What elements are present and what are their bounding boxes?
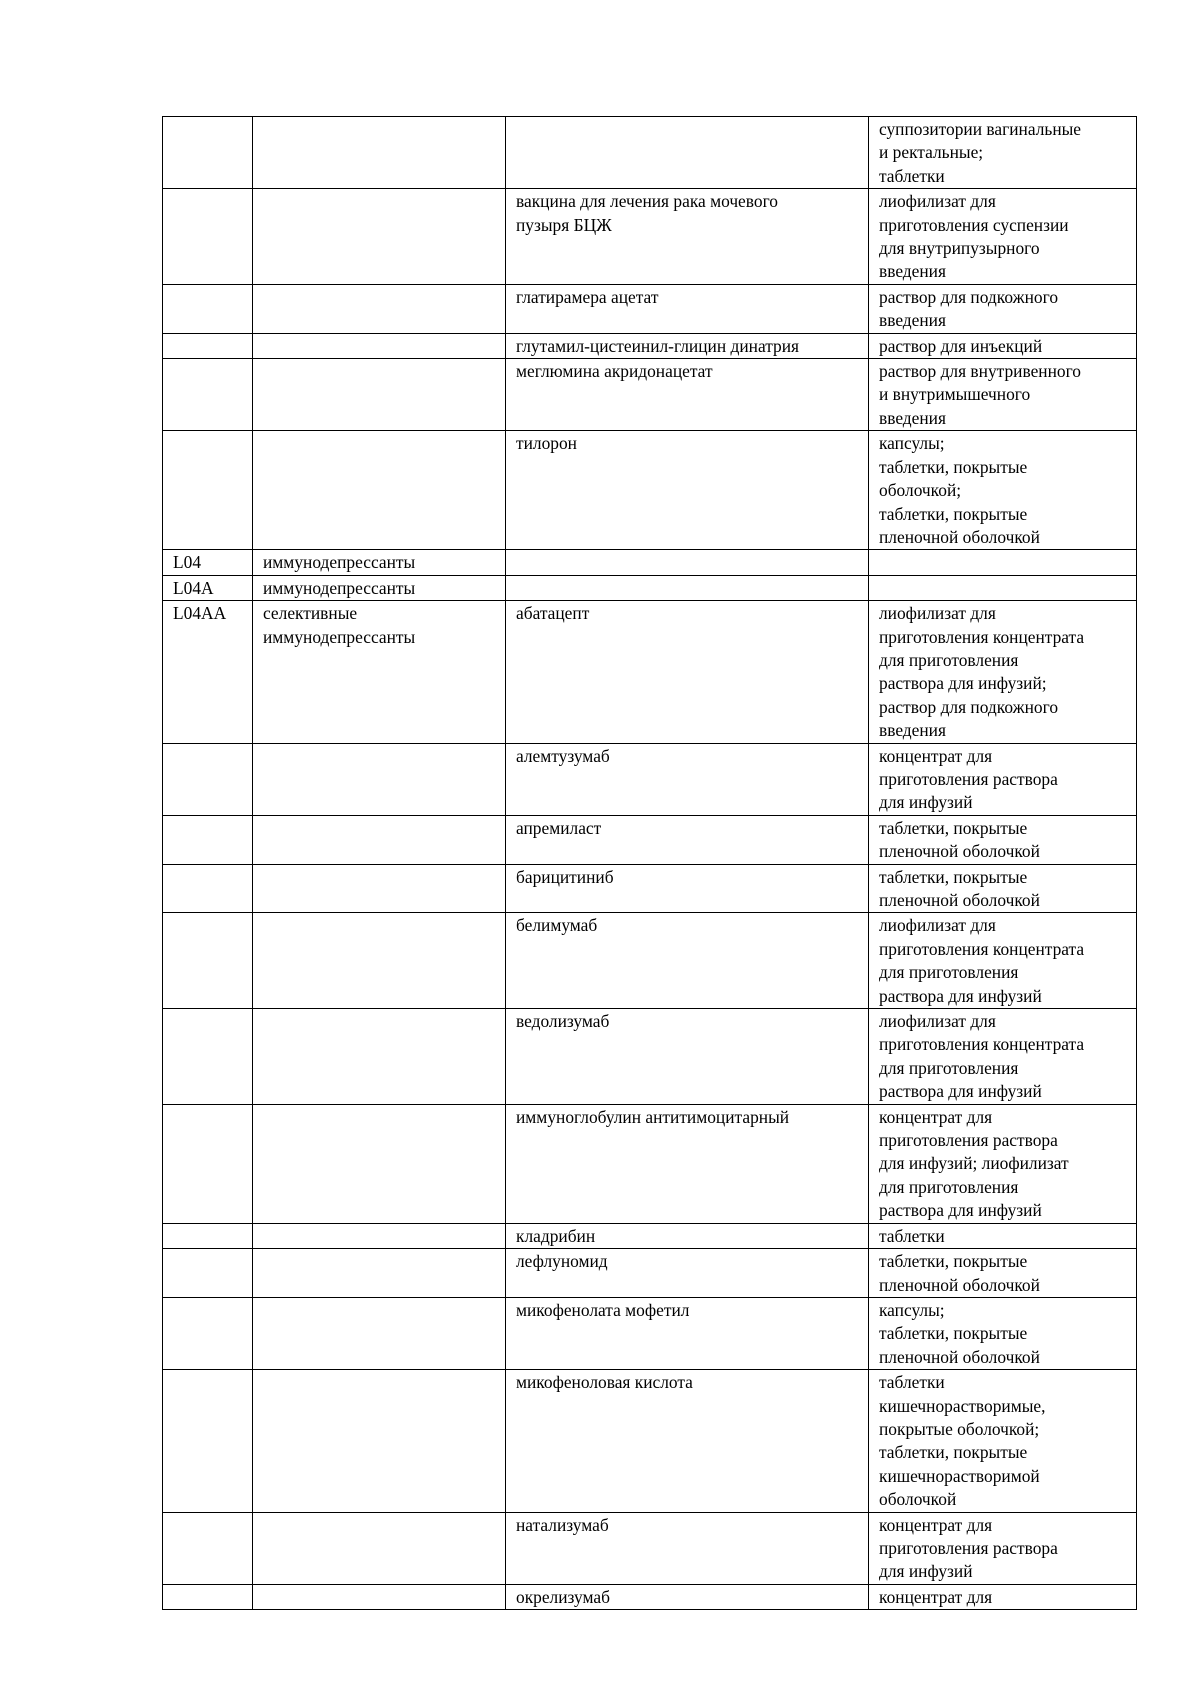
table-row xyxy=(163,189,1137,285)
atc-code-cell xyxy=(163,1009,253,1105)
drug-name-cell: натализумаб xyxy=(506,1512,869,1584)
atc-code-cell xyxy=(163,117,253,189)
drug-name-cell: вакцина для лечения рака мочевого пузыря БЦЖ xyxy=(506,189,869,285)
atc-code-cell xyxy=(163,431,253,550)
table-row xyxy=(163,1223,1137,1248)
dosage-form-cell: раствор для инъекций xyxy=(869,333,1137,358)
atc-code-cell xyxy=(163,815,253,864)
group-name-cell xyxy=(253,284,506,333)
drug-name-cell: ведолизумаб xyxy=(506,1009,869,1105)
table-row xyxy=(163,1104,1137,1223)
group-name-cell xyxy=(253,117,506,189)
table-row xyxy=(163,1297,1137,1369)
group-name-cell xyxy=(253,1223,506,1248)
dosage-form-cell: таблетки кишечнорастворимые, покрытые оболочкой; таблетки, покрытые кишечнорастворимой оболочкой xyxy=(869,1370,1137,1512)
group-name-cell xyxy=(253,1249,506,1298)
atc-code-cell xyxy=(163,359,253,431)
table-row xyxy=(163,431,1137,550)
table-row xyxy=(163,333,1137,358)
table-row xyxy=(163,1009,1137,1105)
atc-code-cell: L04A xyxy=(163,575,253,600)
dosage-form-cell: суппозитории вагинальные и ректальные; таблетки xyxy=(869,117,1137,189)
table-row xyxy=(163,601,1137,743)
dosage-form-cell: раствор для подкожного введения xyxy=(869,284,1137,333)
dosage-form-cell: таблетки, покрытые пленочной оболочкой xyxy=(869,864,1137,913)
group-name-cell xyxy=(253,189,506,285)
atc-code-cell: L04AA xyxy=(163,601,253,743)
group-name-cell: иммунодепрессанты xyxy=(253,550,506,575)
drug-name-cell: глатирамера ацетат xyxy=(506,284,869,333)
group-name-cell xyxy=(253,1512,506,1584)
drug-name-cell: тилорон xyxy=(506,431,869,550)
dosage-form-cell: концентрат для приготовления раствора для инфузий xyxy=(869,1512,1137,1584)
dosage-form-cell: таблетки xyxy=(869,1223,1137,1248)
table-row xyxy=(163,1370,1137,1512)
drug-name-cell: белимумаб xyxy=(506,913,869,1009)
group-name-cell xyxy=(253,913,506,1009)
table-row xyxy=(163,359,1137,431)
dosage-form-cell: раствор для внутривенного и внутримышечного введения xyxy=(869,359,1137,431)
drug-name-cell: абатацепт xyxy=(506,601,869,743)
dosage-form-cell: таблетки, покрытые пленочной оболочкой xyxy=(869,815,1137,864)
atc-code-cell xyxy=(163,1370,253,1512)
table-row xyxy=(163,1584,1137,1609)
atc-code-cell xyxy=(163,284,253,333)
drug-name-cell: апремиласт xyxy=(506,815,869,864)
drug-name-cell: барицитиниб xyxy=(506,864,869,913)
atc-code-cell xyxy=(163,1104,253,1223)
dosage-form-cell: лиофилизат для приготовления концентрата для приготовления раствора для инфузий xyxy=(869,913,1137,1009)
dosage-form-cell: капсулы; таблетки, покрытые пленочной оболочкой xyxy=(869,1297,1137,1369)
table-row xyxy=(163,913,1137,1009)
atc-code-cell xyxy=(163,913,253,1009)
drug-name-cell: глутамил-цистеинил-глицин динатрия xyxy=(506,333,869,358)
drug-name-cell: окрелизумаб xyxy=(506,1584,869,1609)
atc-code-cell xyxy=(163,1512,253,1584)
dosage-form-cell xyxy=(869,575,1137,600)
drug-name-cell: микофеноловая кислота xyxy=(506,1370,869,1512)
table-row xyxy=(163,1512,1137,1584)
drug-table-body xyxy=(163,117,1137,1610)
group-name-cell xyxy=(253,1584,506,1609)
drug-name-cell xyxy=(506,575,869,600)
drug-name-cell: микофенолата мофетил xyxy=(506,1297,869,1369)
dosage-form-cell: лиофилизат для приготовления концентрата для приготовления раствора для инфузий xyxy=(869,1009,1137,1105)
atc-code-cell xyxy=(163,189,253,285)
drug-name-cell: иммуноглобулин антитимоцитарный xyxy=(506,1104,869,1223)
group-name-cell xyxy=(253,743,506,815)
table-row xyxy=(163,864,1137,913)
group-name-cell xyxy=(253,864,506,913)
dosage-form-cell: таблетки, покрытые пленочной оболочкой xyxy=(869,1249,1137,1298)
table-row xyxy=(163,117,1137,189)
dosage-form-cell: концентрат для приготовления раствора для инфузий xyxy=(869,743,1137,815)
group-name-cell xyxy=(253,815,506,864)
drug-name-cell xyxy=(506,550,869,575)
drug-table xyxy=(162,116,1137,1610)
drug-name-cell: лефлуномид xyxy=(506,1249,869,1298)
drug-name-cell: алемтузумаб xyxy=(506,743,869,815)
group-name-cell xyxy=(253,1370,506,1512)
atc-code-cell xyxy=(163,864,253,913)
dosage-form-cell: капсулы; таблетки, покрытые оболочкой; таблетки, покрытые пленочной оболочкой xyxy=(869,431,1137,550)
group-name-cell xyxy=(253,1009,506,1105)
atc-code-cell: L04 xyxy=(163,550,253,575)
group-name-cell xyxy=(253,333,506,358)
dosage-form-cell: лиофилизат для приготовления суспензии для внутрипузырного введения xyxy=(869,189,1137,285)
group-name-cell xyxy=(253,1104,506,1223)
atc-code-cell xyxy=(163,333,253,358)
group-name-cell xyxy=(253,1297,506,1369)
atc-code-cell xyxy=(163,743,253,815)
table-row xyxy=(163,550,1137,575)
atc-code-cell xyxy=(163,1297,253,1369)
atc-code-cell xyxy=(163,1223,253,1248)
drug-name-cell: кладрибин xyxy=(506,1223,869,1248)
dosage-form-cell: концентрат для приготовления раствора для инфузий; лиофилизат для приготовления раствора для инфузий xyxy=(869,1104,1137,1223)
table-row xyxy=(163,284,1137,333)
atc-code-cell xyxy=(163,1584,253,1609)
dosage-form-cell xyxy=(869,550,1137,575)
drug-name-cell: меглюмина акридонацетат xyxy=(506,359,869,431)
table-row xyxy=(163,743,1137,815)
table-row xyxy=(163,1249,1137,1298)
table-row xyxy=(163,575,1137,600)
atc-code-cell xyxy=(163,1249,253,1298)
group-name-cell: селективные иммунодепрессанты xyxy=(253,601,506,743)
group-name-cell: иммунодепрессанты xyxy=(253,575,506,600)
dosage-form-cell: лиофилизат для приготовления концентрата для приготовления раствора для инфузий; раствор для подкожного введения xyxy=(869,601,1137,743)
group-name-cell xyxy=(253,359,506,431)
dosage-form-cell: концентрат для xyxy=(869,1584,1137,1609)
table-row xyxy=(163,815,1137,864)
drug-name-cell xyxy=(506,117,869,189)
group-name-cell xyxy=(253,431,506,550)
